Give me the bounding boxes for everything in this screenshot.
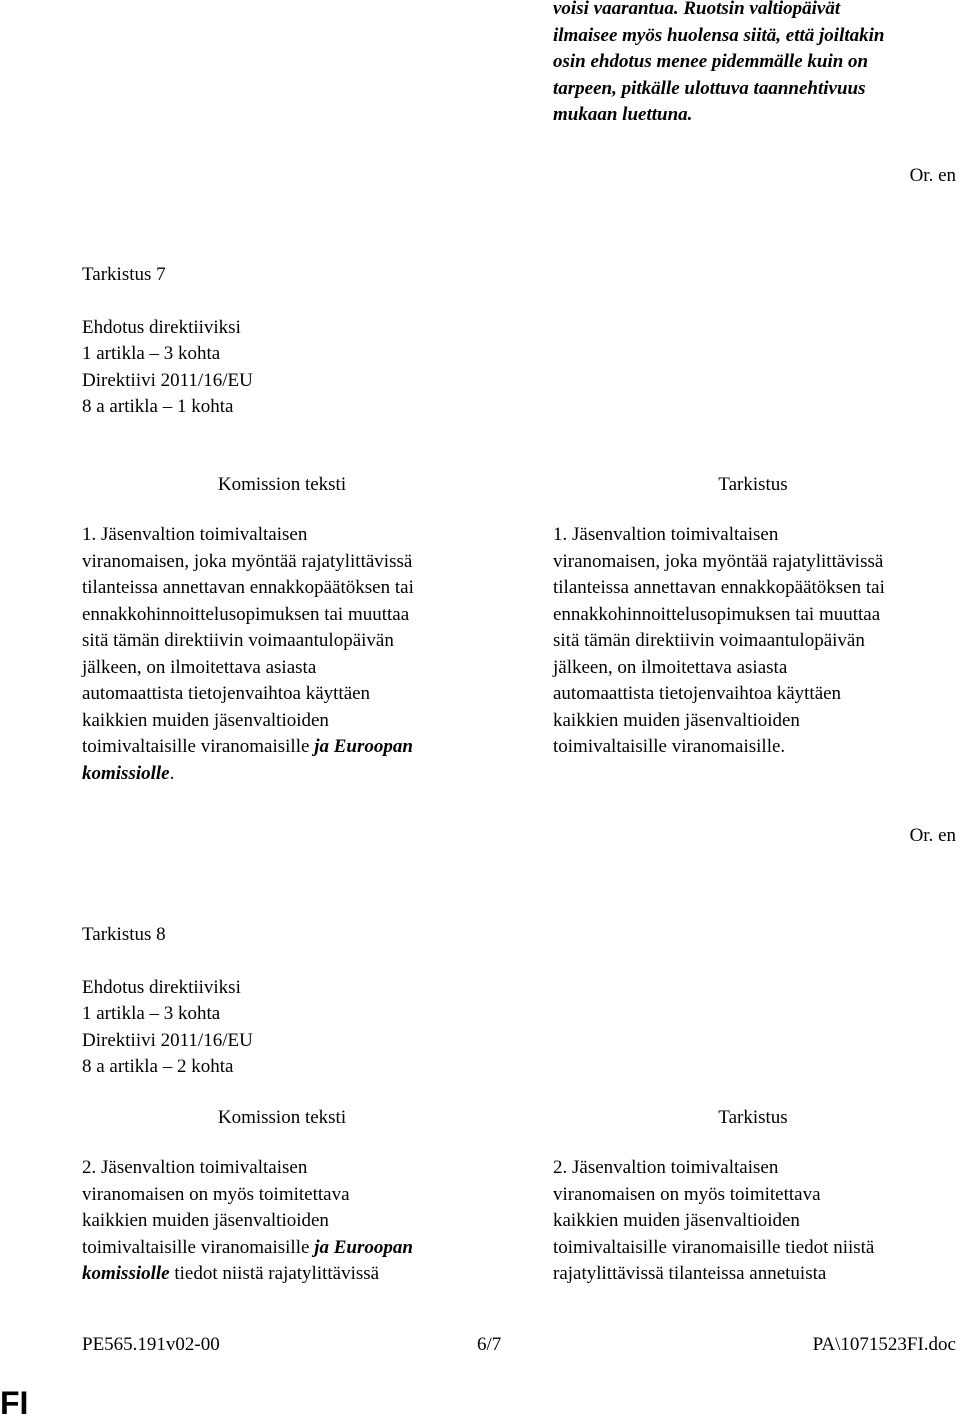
text-line: kaikkien muiden jäsenvaltioiden: [82, 709, 329, 731]
language-code: FI: [0, 1385, 29, 1421]
article-reference: 1 artikla – 3 kohta: [82, 343, 221, 364]
text-line: kaikkien muiden jäsenvaltioiden: [82, 1210, 329, 1231]
text-fragment: tiedot niistä rajatylittävissä: [169, 1263, 380, 1284]
amendment-text-title: Tarkistus: [718, 474, 788, 495]
sub-article-reference: 8 a artikla – 1 kohta: [82, 396, 234, 417]
text-line: tilanteissa annettavan ennakkopäätöksen tai: [553, 577, 885, 598]
original-language-label: Or. en: [909, 165, 956, 186]
amendment-7-header: [82, 262, 502, 421]
deleted-text-fragment: komissiolle: [82, 1263, 170, 1284]
proposal-title: Ehdotus direktiiviksi: [82, 316, 241, 338]
justification-line: mukaan luettuna.: [553, 104, 693, 125]
justification-line: ilmaisee myös huolensa siitä, että joiltakin: [553, 24, 885, 46]
amendment-heading: Tarkistus 7: [82, 264, 166, 285]
file-name: PA\1071523FI.doc: [812, 1334, 956, 1355]
text-fragment: toimivaltaisille viranomaisille: [82, 1236, 315, 1258]
text-line: sitä tämän direktiivin voimaantulopäivän: [553, 630, 865, 651]
directive-reference: Direktiivi 2011/16/EU: [82, 369, 253, 391]
text-fragment: toimivaltaisille viranomaisille: [82, 736, 315, 757]
commission-text-7: [82, 522, 502, 787]
text-line: rajatylittävissä tilanteissa annetuista: [553, 1263, 827, 1284]
text-line: kaikkien muiden jäsenvaltioiden: [553, 709, 800, 731]
text-line: 2. Jäsenvaltion toimivaltaisen: [553, 1157, 779, 1178]
text-line: viranomaisen on myös toimitettava: [553, 1183, 821, 1205]
justification-line: tarpeen, pitkälle ulottuva taannehtivuus: [553, 77, 866, 99]
text-line: 1. Jäsenvaltion toimivaltaisen: [553, 524, 779, 545]
commission-text-8: [82, 1155, 502, 1288]
justification-line: osin ehdotus menee pidemmälle kuin on: [553, 51, 869, 72]
amendment-text-title: Tarkistus: [718, 1107, 788, 1128]
text-line: [82, 1261, 502, 1288]
text-line: viranomaisen, joka myöntää rajatylittävissä: [82, 550, 413, 572]
text-line: toimivaltaisille viranomaisille tiedot niistä: [553, 1236, 875, 1258]
text-fragment: .: [169, 762, 175, 784]
text-line: 1. Jäsenvaltion toimivaltaisen: [82, 524, 308, 545]
article-reference: 1 artikla – 3 kohta: [82, 1003, 221, 1024]
justification-line: voisi vaarantua. Ruotsin valtiopäivät: [553, 0, 841, 19]
text-line: automaattista tietojenvaihtoa käyttäen: [82, 683, 371, 704]
text-line: [82, 734, 502, 761]
text-line: jälkeen, on ilmoitettava asiasta: [82, 656, 317, 678]
page-number: 6/7: [477, 1334, 502, 1355]
previous-justification-text: [553, 0, 960, 129]
document-reference: PE565.191v02-00: [82, 1334, 220, 1355]
text-line: viranomaisen on myös toimitettava: [82, 1183, 350, 1205]
text-line: toimivaltaisille viranomaisille.: [553, 736, 786, 757]
sub-article-reference: 8 a artikla – 2 kohta: [82, 1056, 234, 1077]
proposal-title: Ehdotus direktiiviksi: [82, 976, 241, 998]
text-line: tilanteissa annettavan ennakkopäätöksen tai: [82, 577, 414, 598]
text-line: kaikkien muiden jäsenvaltioiden: [553, 1210, 800, 1231]
commission-text-title: Komission teksti: [217, 474, 347, 495]
text-line: ennakkohinnoittelusopimuksen tai muuttaa: [82, 603, 410, 625]
text-line: sitä tämän direktiivin voimaantulopäivän: [82, 630, 394, 651]
text-line: 2. Jäsenvaltion toimivaltaisen: [82, 1157, 308, 1178]
commission-text-title: Komission teksti: [217, 1107, 347, 1128]
text-line: ennakkohinnoittelusopimuksen tai muuttaa: [553, 603, 881, 625]
text-line: automaattista tietojenvaihtoa käyttäen: [553, 683, 842, 704]
amendment-text-8: [553, 1155, 960, 1288]
deleted-text-fragment: ja Euroopan: [314, 736, 413, 757]
text-line: [82, 1235, 502, 1262]
text-line: [82, 761, 502, 788]
amendment-8-header: [82, 922, 502, 1081]
deleted-text-fragment: ja Euroopan: [314, 1236, 413, 1258]
page-footer: [82, 1332, 956, 1358]
text-line: viranomaisen, joka myöntää rajatylittävissä: [553, 550, 884, 572]
text-line: jälkeen, on ilmoitettava asiasta: [553, 656, 788, 678]
original-language-label: Or. en: [909, 825, 956, 846]
amendment-heading: Tarkistus 8: [82, 924, 166, 945]
amendment-text-7: [553, 522, 960, 761]
directive-reference: Direktiivi 2011/16/EU: [82, 1029, 253, 1051]
deleted-text-fragment: komissiolle: [82, 762, 170, 784]
